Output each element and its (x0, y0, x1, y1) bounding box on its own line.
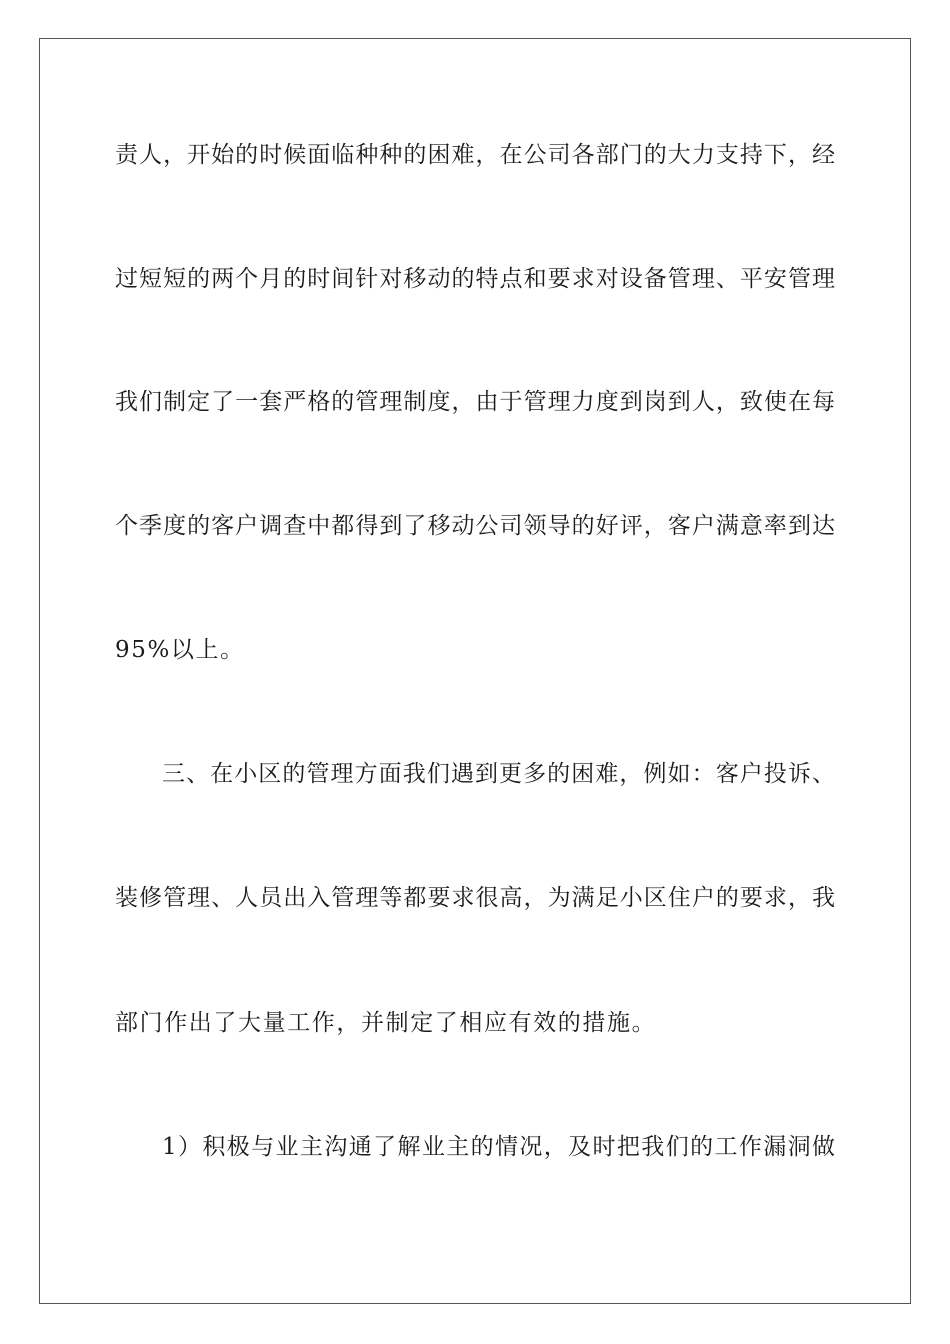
body-text-line-4: 个季度的客户调查中都得到了移动公司领导的好评，客户满意率到达 (115, 513, 835, 539)
body-text-line-2: 过短短的两个月的时间针对移动的特点和要求对设备管理、平安管理 (115, 266, 835, 292)
body-text-line-3: 我们制定了一套严格的管理制度，由于管理力度到岗到人，致使在每 (115, 389, 835, 415)
body-text-line-5: 95%以上。 (115, 637, 245, 663)
section-three-heading-line: 三、在小区的管理方面我们遇到更多的困难，例如：客户投诉、 (162, 761, 835, 787)
list-item-1-line: 1）积极与业主沟通了解业主的情况，及时把我们的工作漏洞做 (162, 1134, 835, 1160)
body-text-line-1: 责人，开始的时候面临种种的困难，在公司各部门的大力支持下，经 (115, 142, 835, 168)
body-text-line-7: 装修管理、人员出入管理等都要求很高，为满足小区住户的要求，我 (115, 885, 835, 911)
body-text-line-8: 部门作出了大量工作，并制定了相应有效的措施。 (115, 1010, 657, 1036)
page-border (39, 38, 911, 1304)
